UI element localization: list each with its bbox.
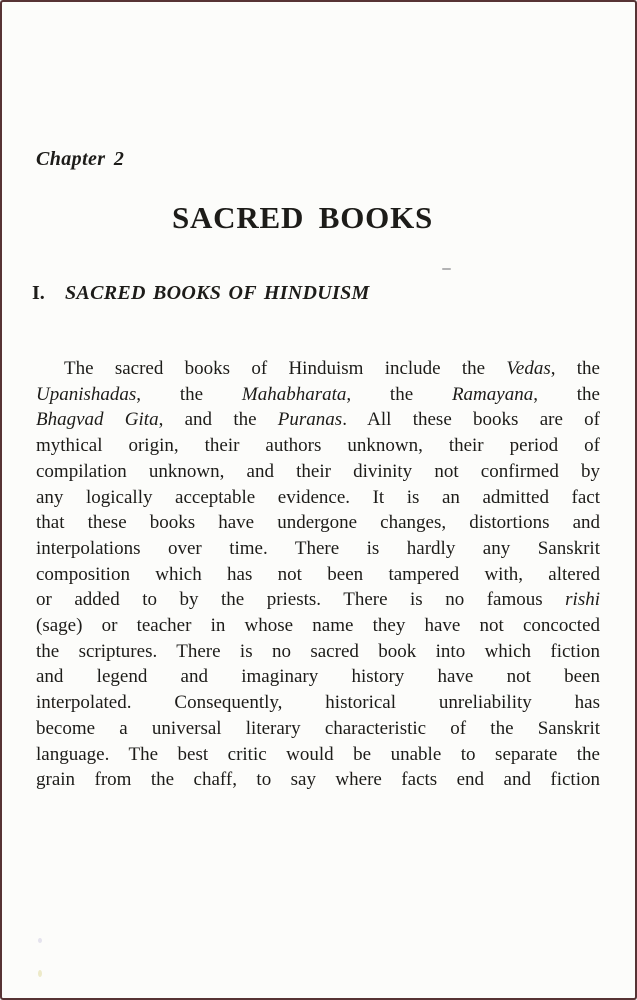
paragraph-line	[36, 664, 600, 690]
paragraph-line	[36, 459, 600, 485]
text-run: The sacred books of Hinduism include the	[64, 358, 507, 379]
paragraph-line	[36, 382, 600, 408]
paragraph-line	[36, 510, 600, 536]
scan-artifact-speck	[38, 938, 42, 943]
scan-artifact-speck	[38, 970, 42, 977]
text-run: , and the	[158, 409, 278, 431]
italic-term: Mahabharata	[241, 383, 347, 405]
text-run: grain from the chaff, to say where facts end and fiction	[36, 769, 600, 791]
italic-term: Bhagvad Gita	[36, 409, 159, 431]
paragraph-line	[36, 690, 600, 716]
text-run: (sage) or teacher in whose name they have not concocted	[36, 615, 600, 637]
section-number: I.	[32, 282, 45, 304]
scan-artifact-dash	[442, 268, 451, 270]
body-paragraph	[36, 356, 600, 793]
paragraph-line	[36, 356, 600, 382]
paragraph-line	[36, 767, 600, 793]
section-title: SACRED BOOKS OF HINDUISM	[65, 282, 370, 304]
text-run: . All these books are of	[342, 409, 600, 431]
text-run: compilation unknown, and their divinity not confirmed by	[36, 460, 600, 482]
text-run: mythical origin, their authors unknown, their period of	[36, 435, 600, 457]
text-run: become a universal literary characteristic of the Sanskrit	[36, 717, 600, 739]
text-run: and legend and imaginary history have not been	[36, 666, 600, 688]
text-run: interpolated. Consequently, historical unreliability has	[36, 692, 600, 714]
text-run: language. The best critic would be unable to separate the	[36, 743, 600, 765]
text-run: , the	[533, 383, 600, 405]
paragraph-line	[36, 587, 600, 613]
text-run: , the	[346, 383, 452, 405]
text-run: , the	[136, 383, 242, 405]
text-run: or added to by the priests. There is no famous	[36, 589, 566, 611]
text-run: composition which has not been tampered with, altered	[36, 563, 600, 585]
text-run: that these books have undergone changes, distortions and	[36, 512, 600, 534]
chapter-label: Chapter 2	[36, 148, 125, 170]
section-heading	[32, 282, 370, 305]
paragraph-line	[36, 485, 600, 511]
page-title: SACRED BOOKS	[171, 200, 434, 235]
paragraph-line	[36, 716, 600, 742]
italic-term: rishi	[565, 589, 600, 611]
text-run: , the	[550, 358, 600, 379]
paragraph-line	[36, 613, 600, 639]
paragraph-line	[36, 407, 600, 433]
text-run: interpolations over time. There is hardly any Sanskrit	[36, 537, 600, 559]
paragraph-line	[36, 433, 600, 459]
italic-term: Upanishadas	[36, 383, 137, 405]
paragraph-line	[36, 742, 600, 768]
italic-term: Vedas	[506, 358, 551, 379]
paragraph-line	[36, 562, 600, 588]
paragraph-line	[36, 536, 600, 562]
italic-term: Ramayana	[451, 383, 534, 405]
paragraph-line	[36, 639, 600, 665]
italic-term: Puranas	[277, 409, 343, 431]
text-run: any logically acceptable evidence. It is an admitted fact	[36, 486, 600, 508]
text-run: the scriptures. There is no sacred book into which fiction	[36, 640, 600, 662]
